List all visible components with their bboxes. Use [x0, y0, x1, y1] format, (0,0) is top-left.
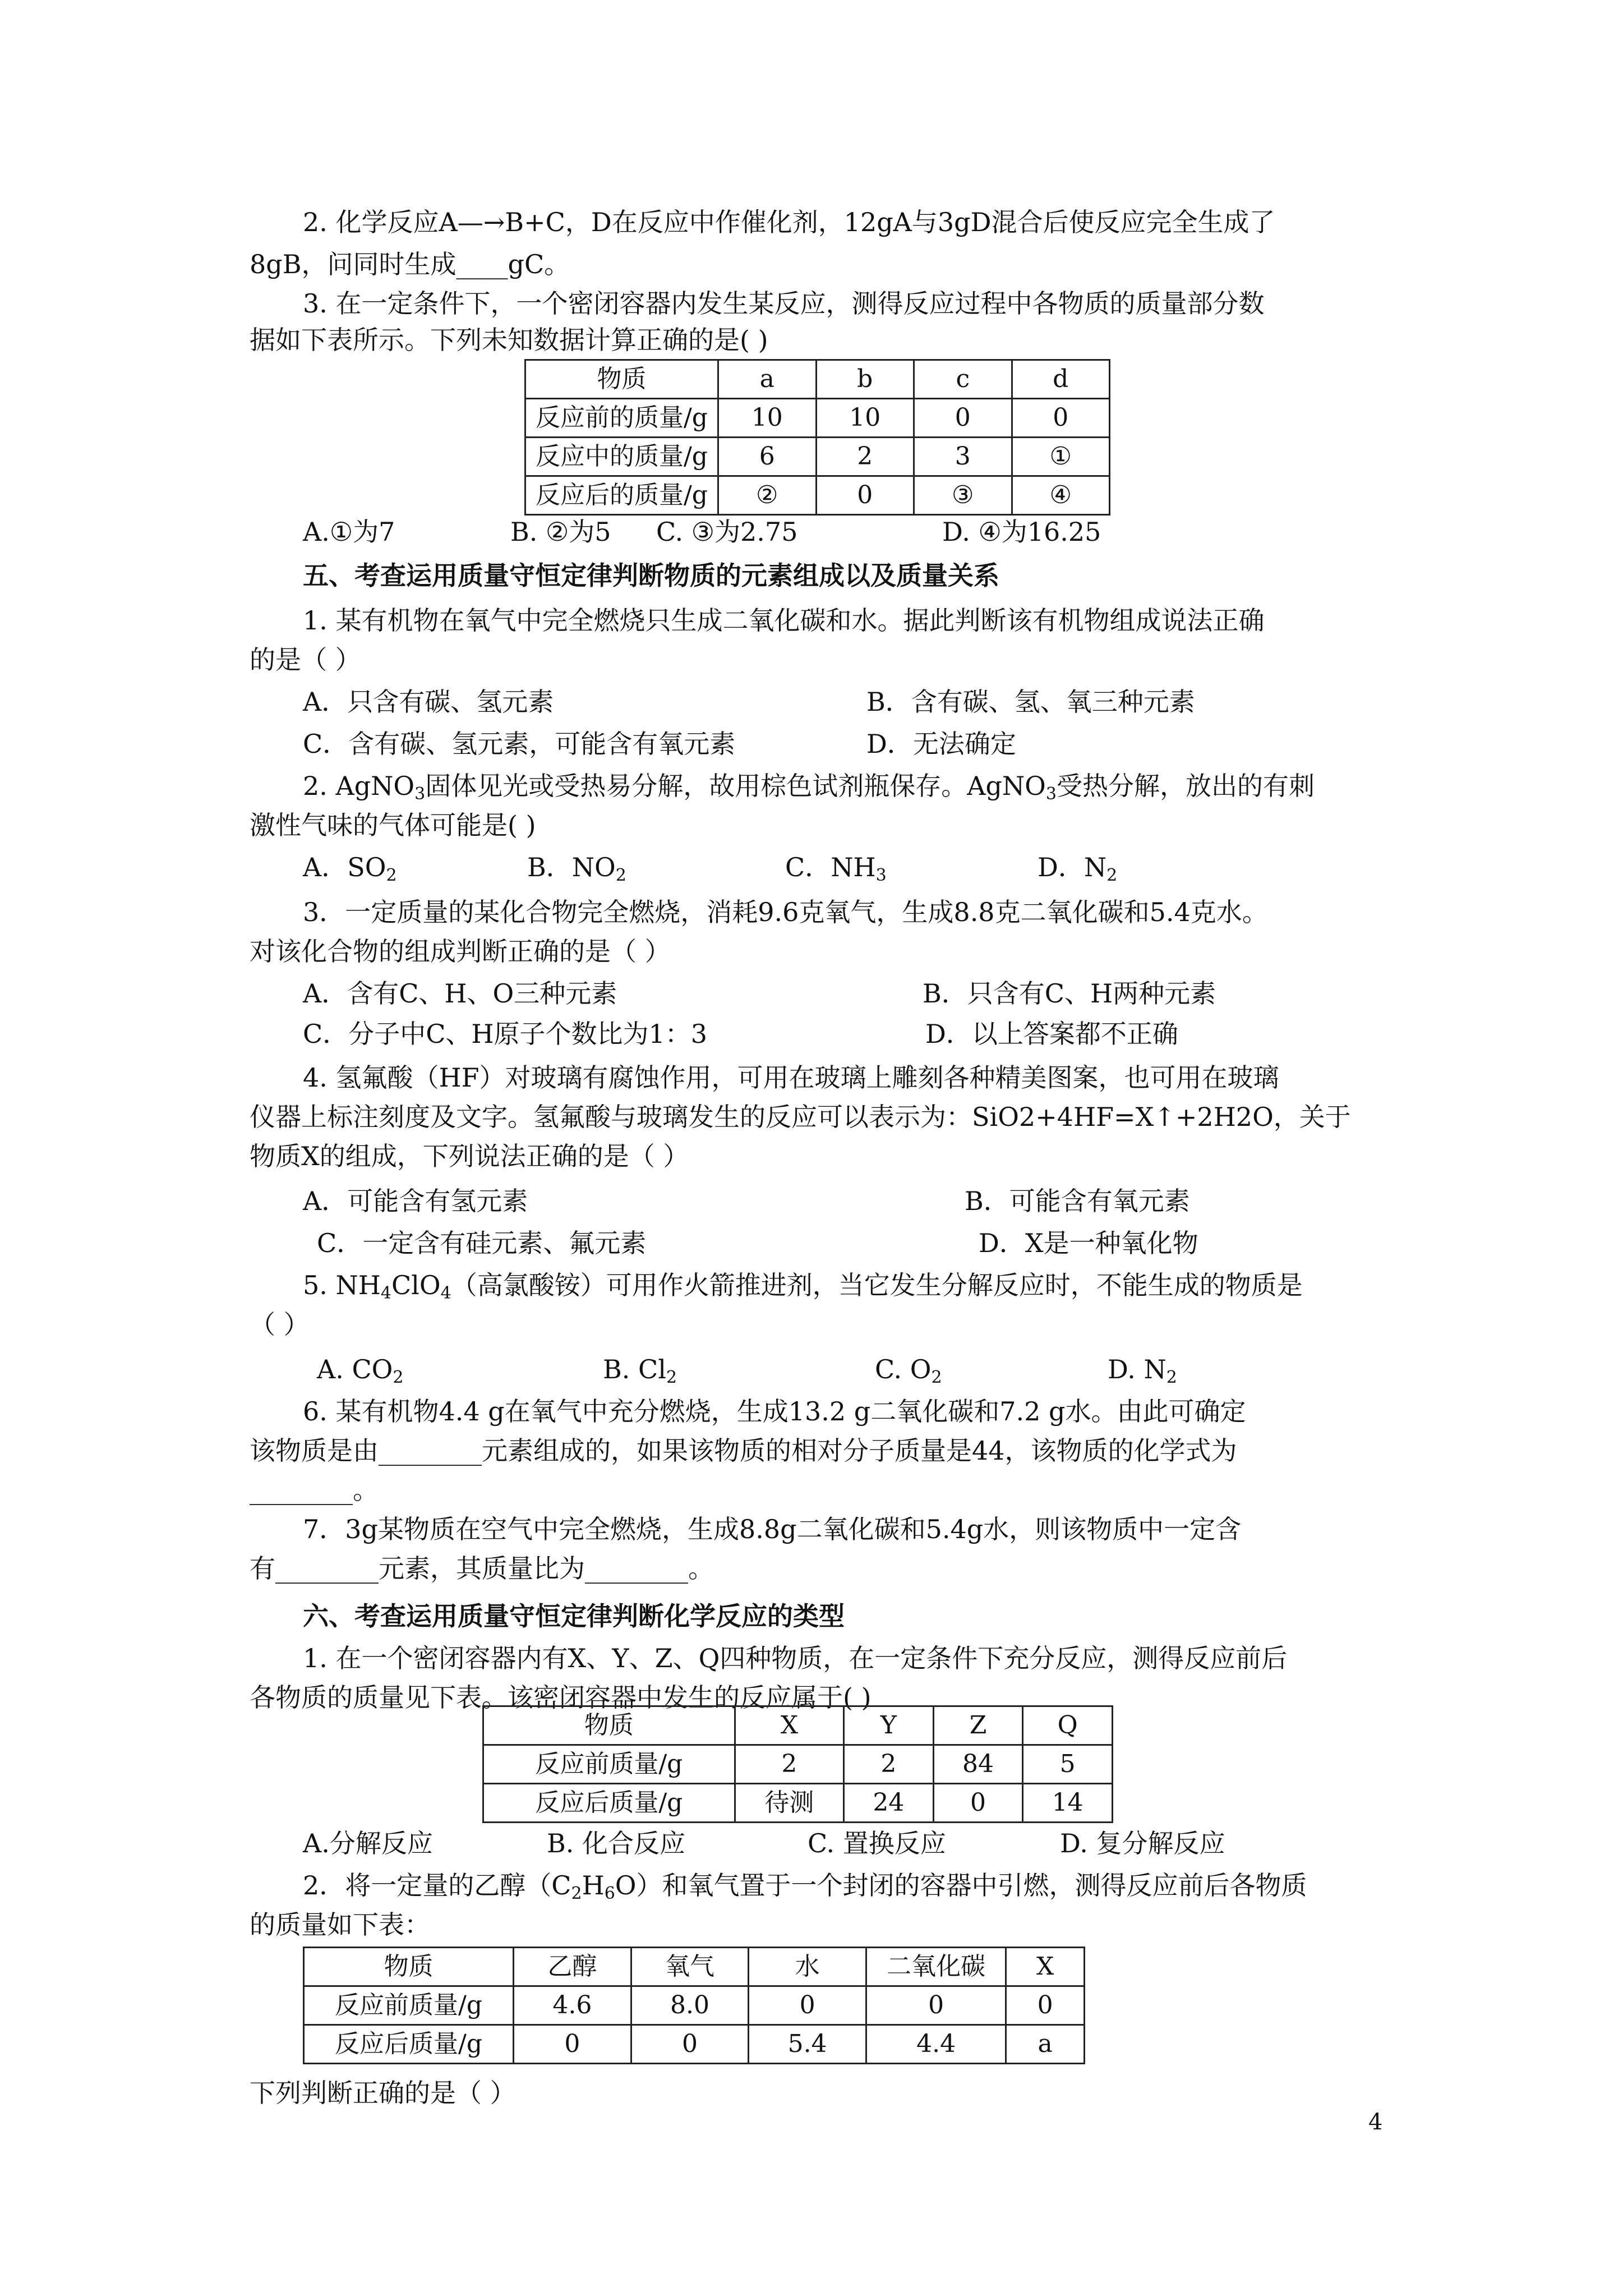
table-cell: 2 — [816, 438, 914, 476]
table-cell: 物质 — [483, 1706, 735, 1745]
s6-q1-line2: 各物质的质量见下表。该密闭容器中发生的反应属于( ) — [250, 1682, 872, 1713]
q4-3-table — [524, 359, 1110, 516]
text-segment: 受热分解，放出的有刺 — [1056, 771, 1315, 801]
table-cell: 0 — [1012, 399, 1110, 438]
s5-q2-option-a — [303, 850, 397, 885]
table-cell: 0 — [866, 1986, 1006, 2025]
s6-q1-option-c: C. 置换反应 — [808, 1828, 946, 1858]
s5-q2-line2: 激性气味的气体可能是( ) — [250, 810, 536, 840]
text-segment: （高氯酸铵）可用作火箭推进剂，当它发生分解反应时，不能生成的物质是 — [451, 1270, 1303, 1300]
q4-3-option-c: C. ③为2.75 — [656, 517, 798, 547]
table-cell: 水 — [749, 1948, 866, 1986]
section-6-heading: 六、考查运用质量守恒定律判断化学反应的类型 — [303, 1601, 845, 1631]
table-cell: 反应后质量/g — [483, 1784, 735, 1823]
s5-q2-option-c — [785, 850, 887, 885]
text-segment: B. Cl — [603, 1354, 666, 1384]
text-segment: 2. AgNO — [303, 771, 415, 801]
table-cell: 84 — [933, 1745, 1023, 1784]
table-cell: 5 — [1023, 1745, 1113, 1784]
s5-q2-line1 — [303, 769, 1315, 803]
subscript: 2 — [666, 1368, 677, 1387]
table-cell: 4.6 — [514, 1986, 631, 2025]
q4-2-line2: 8gB，问同时生成____gC。 — [250, 249, 570, 279]
s5-q4-option-a: A．可能含有氢元素 — [303, 1186, 528, 1216]
table-cell: 反应前质量/g — [304, 1986, 514, 2025]
text-segment: C．NH — [785, 852, 876, 882]
s5-q5-option-a — [317, 1352, 403, 1387]
s5-q1-line1: 1. 某有机物在氧气中完全燃烧只生成二氧化碳和水。据此判断该有机物组成说法正确 — [303, 605, 1265, 636]
table-cell: 物质 — [525, 360, 718, 399]
table-row — [304, 2025, 1085, 2064]
table-cell: 10 — [816, 399, 914, 438]
table-cell: 反应后的质量/g — [525, 476, 718, 515]
subscript: 2 — [393, 1368, 404, 1387]
section-5-heading: 五、考查运用质量守恒定律判断物质的元素组成以及质量关系 — [303, 560, 999, 591]
text-segment: A．SO — [303, 852, 386, 882]
subscript: 4 — [380, 1283, 391, 1303]
table-row — [304, 1986, 1085, 2025]
text-segment: D. N — [1108, 1354, 1166, 1384]
s5-q2-option-b — [527, 850, 626, 885]
table-cell: c — [914, 360, 1012, 399]
table-cell: 24 — [844, 1784, 934, 1823]
table-cell: 8.0 — [631, 1986, 749, 2025]
s5-q1-line2: 的是（ ） — [250, 645, 361, 675]
s5-q3-line1: 3．一定质量的某化合物完全燃烧，消耗9.6克氧气，生成8.8克二氧化碳和5.4克水。 — [303, 897, 1268, 927]
table-cell: 反应后质量/g — [304, 2025, 514, 2064]
s6-q2-after: 下列判断正确的是（ ） — [250, 2078, 516, 2108]
s6-q2-line2: 的质量如下表： — [250, 1910, 430, 1940]
s6-q2-line1 — [303, 1868, 1307, 1903]
q4-2-line1: 2. 化学反应A—→B+C，D在反应中作催化剂，12gA与3gD混合后使反应完全生成了 — [303, 207, 1275, 237]
table-cell: ③ — [914, 476, 1012, 515]
table-cell: 4.4 — [866, 2025, 1006, 2064]
table-cell: ② — [718, 476, 816, 515]
table-row — [483, 1745, 1113, 1784]
text-segment: ClO — [391, 1270, 441, 1300]
table-cell: Z — [933, 1706, 1023, 1745]
table-header-row — [483, 1706, 1113, 1745]
table-cell: 0 — [914, 399, 1012, 438]
table-cell: 二氧化碳 — [866, 1948, 1006, 1986]
table-cell: 0 — [749, 1986, 866, 2025]
s5-q1-option-d: D．无法确定 — [866, 729, 1016, 759]
table-cell: Y — [844, 1706, 934, 1745]
s5-q6-line2: 该物质是由________元素组成的，如果该物质的相对分子质量是44，该物质的化学式为 — [250, 1435, 1237, 1466]
s5-q2-option-d — [1038, 850, 1117, 885]
text-segment: 2．将一定量的乙醇（C — [303, 1870, 571, 1901]
s6-q2-table — [303, 1947, 1085, 2064]
table-cell: a — [1006, 2025, 1085, 2064]
table-cell: 0 — [1006, 1986, 1085, 2025]
table-row — [483, 1784, 1113, 1823]
s5-q3-option-b: B．只含有C、H两种元素 — [923, 978, 1216, 1009]
text-segment: C. O — [875, 1354, 932, 1384]
table-cell: 反应前的质量/g — [525, 399, 718, 438]
subscript: 2 — [571, 1884, 582, 1903]
table-cell: b — [816, 360, 914, 399]
s6-q1-option-a: A.分解反应 — [303, 1828, 433, 1858]
table-row — [525, 476, 1110, 515]
s5-q1-option-c: C．含有碳、氢元素，可能含有氧元素 — [303, 729, 736, 759]
s5-q4-line2: 仪器上标注刻度及文字。氢氟酸与玻璃发生的反应可以表示为：SiO2+4HF=X↑+2H2O，关于 — [250, 1102, 1351, 1132]
s5-q3-option-a: A．含有C、H、O三种元素 — [303, 978, 617, 1009]
table-header-row — [525, 360, 1110, 399]
text-segment: 5. NH — [303, 1270, 381, 1300]
table-cell: 反应中的质量/g — [525, 438, 718, 476]
table-cell: 0 — [816, 476, 914, 515]
s5-q4-option-b: B．可能含有氧元素 — [965, 1186, 1190, 1216]
table-cell: 乙醇 — [514, 1948, 631, 1986]
text-segment: B．NO — [527, 852, 616, 882]
s5-q5-line1 — [303, 1268, 1303, 1303]
table-cell: 物质 — [304, 1948, 514, 1986]
table-cell: 反应前质量/g — [483, 1745, 735, 1784]
table-cell: 5.4 — [749, 2025, 866, 2064]
s5-q5-line2: （ ） — [250, 1309, 310, 1340]
table-cell: a — [718, 360, 816, 399]
table-cell: 0 — [631, 2025, 749, 2064]
text-segment: O）和氧气置于一个封闭的容器中引燃，测得反应前后各物质 — [615, 1870, 1307, 1901]
s5-q3-option-d: D．以上答案都不正确 — [925, 1019, 1178, 1049]
subscript: 4 — [440, 1283, 451, 1303]
page-number: 4 — [1368, 2109, 1383, 2135]
subscript: 3 — [414, 784, 426, 804]
subscript: 3 — [875, 866, 887, 885]
table-cell: ④ — [1012, 476, 1110, 515]
table-header-row — [304, 1948, 1085, 1986]
s6-q1-option-d: D. 复分解反应 — [1060, 1828, 1225, 1858]
table-cell: X — [1006, 1948, 1085, 1986]
table-cell: 10 — [718, 399, 816, 438]
subscript: 2 — [386, 866, 397, 885]
text-segment: A. CO — [317, 1354, 393, 1384]
table-cell: Q — [1023, 1706, 1113, 1745]
table-cell: d — [1012, 360, 1110, 399]
subscript: 6 — [604, 1884, 615, 1903]
subscript: 3 — [1045, 784, 1057, 804]
s6-q1-table — [482, 1705, 1113, 1823]
s5-q4-option-c: C．一定含有硅元素、氟元素 — [317, 1228, 647, 1258]
text-segment: D．N — [1038, 852, 1107, 882]
table-cell: ① — [1012, 438, 1110, 476]
s5-q3-option-c: C．分子中C、H原子个数比为1：3 — [303, 1019, 708, 1049]
s5-q5-option-d — [1108, 1352, 1177, 1387]
s5-q4-line1: 4. 氢氟酸（HF）对玻璃有腐蚀作用，可用在玻璃上雕刻各种精美图案，也可用在玻璃 — [303, 1062, 1279, 1093]
s5-q4-line3: 物质X的组成，下列说法正确的是（ ） — [250, 1141, 689, 1171]
q4-3-line2: 据如下表所示。下列未知数据计算正确的是( ) — [250, 325, 768, 355]
s5-q5-option-c — [875, 1352, 942, 1387]
table-cell: 3 — [914, 438, 1012, 476]
q4-3-option-a: A.①为7 — [303, 517, 395, 547]
s5-q1-option-b: B．含有碳、氢、氧三种元素 — [866, 687, 1195, 717]
s5-q7-line2: 有________元素，其质量比为________。 — [250, 1553, 714, 1584]
text-segment: 固体见光或受热易分解，故用棕色试剂瓶保存。AgNO — [425, 771, 1046, 801]
s6-q1-line1: 1. 在一个密闭容器内有X、Y、Z、Q四种物质，在一定条件下充分反应，测得反应前后 — [303, 1643, 1288, 1673]
table-cell: 2 — [844, 1745, 934, 1784]
table-cell: X — [735, 1706, 843, 1745]
table-cell: 6 — [718, 438, 816, 476]
subscript: 2 — [615, 866, 626, 885]
table-cell: 2 — [735, 1745, 843, 1784]
text-segment: H — [582, 1870, 605, 1901]
table-cell: 14 — [1023, 1784, 1113, 1823]
subscript: 2 — [1166, 1368, 1177, 1387]
table-cell: 氧气 — [631, 1948, 749, 1986]
s5-q1-option-a: A．只含有碳、氢元素 — [303, 687, 554, 717]
s5-q6-line3: ________。 — [250, 1475, 379, 1505]
table-cell: 0 — [933, 1784, 1023, 1823]
s5-q4-option-d: D．X是一种氧化物 — [979, 1228, 1198, 1258]
subscript: 2 — [1106, 866, 1118, 885]
q4-3-option-d: D. ④为16.25 — [942, 517, 1101, 547]
s5-q5-option-b — [603, 1352, 677, 1387]
s5-q3-line2: 对该化合物的组成判断正确的是（ ） — [250, 936, 671, 967]
subscript: 2 — [931, 1368, 942, 1387]
s5-q6-line1: 6. 某有机物4.4 g在氧气中充分燃烧，生成13.2 g二氧化碳和7.2 g水。由此可确定 — [303, 1396, 1246, 1427]
s5-q7-line1: 7．3g某物质在空气中完全燃烧，生成8.8g二氧化碳和5.4g水，则该物质中一定含 — [303, 1514, 1242, 1544]
table-cell: 待测 — [735, 1784, 843, 1823]
table-row — [525, 399, 1110, 438]
s6-q1-option-b: B. 化合反应 — [547, 1828, 686, 1858]
table-row — [525, 438, 1110, 476]
table-cell: 0 — [514, 2025, 631, 2064]
q4-3-line1: 3. 在一定条件下，一个密闭容器内发生某反应，测得反应过程中各物质的质量部分数 — [303, 288, 1265, 319]
q4-3-option-b: B. ②为5 — [510, 517, 611, 547]
